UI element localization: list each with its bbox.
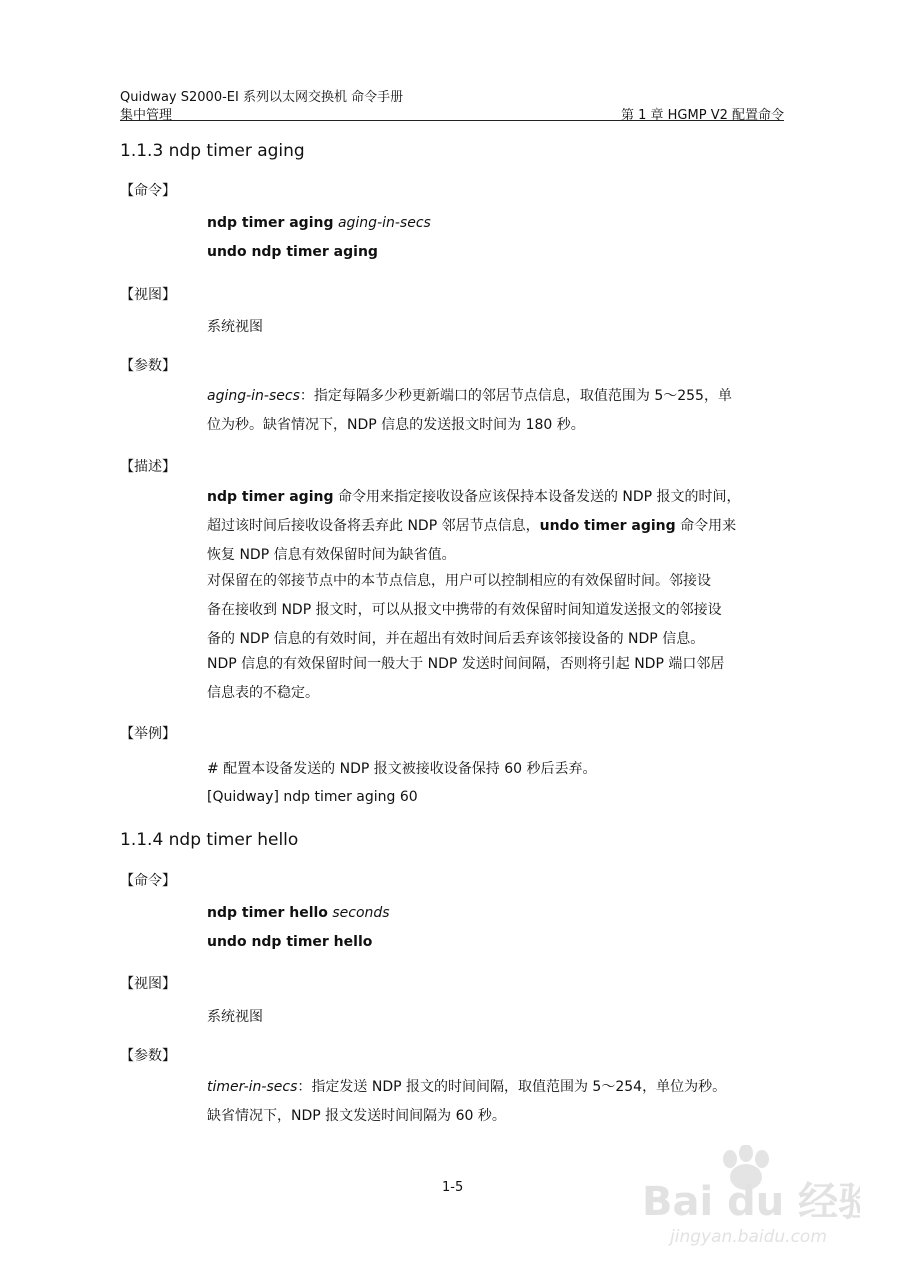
param-text: timer-in-secs：指定发送 NDP 报文的时间间隔，取值范围为 5～254，单位为秒。 缺省情况下，NDP 报文发送时间间隔为 60 秒。 (207, 1079, 727, 1124)
command-keyword: ndp timer aging (207, 215, 334, 231)
watermark-url: jingyan.baidu.com (670, 1227, 827, 1247)
command-line-2 (207, 244, 378, 260)
command-line-1 (207, 905, 390, 921)
baidu-paw-icon (640, 1145, 860, 1225)
section-title-114: 1.1.4 ndp timer hello (120, 830, 299, 850)
example-label: 【举例】 (120, 726, 176, 742)
command-arg: seconds (332, 905, 390, 921)
header-section: 集中管理 (120, 108, 173, 123)
description-para-2: 对保留在的邻接节点中的本节点信息，用户可以控制相应的有效保留时间。邻接设 备在接收到 NDP 报文时，可以从报文中携带的有效保留时间知道发送报文的邻接设 备的 NDP 信息的有效时间，并在超出有效时间后丢弃该邻接设备的 NDP 信息。 (207, 573, 722, 647)
command-label: 【命令】 (120, 183, 176, 199)
description-para-1: ndp timer aging 命令用来指定接收设备应该保持本设备发送的 NDP 报文的时间， 超过该时间后接收设备将丢弃此 NDP 邻居节点信息，undo timer aging 命令用来 恢复 NDP 信息有效保留时间为缺省值。 (207, 489, 741, 563)
page-number: 1-5 (442, 1180, 464, 1195)
example-comment: # 配置本设备发送的 NDP 报文被接收设备保持 60 秒后丢弃。 (207, 761, 597, 777)
command-undo: undo ndp timer hello (207, 934, 373, 950)
view-label: 【视图】 (120, 287, 176, 303)
command-label: 【命令】 (120, 873, 176, 889)
view-text: 系统视图 (207, 1009, 263, 1025)
param-name: timer-in-secs (207, 1079, 298, 1095)
header-rule (120, 120, 784, 121)
description-para-3: NDP 信息的有效保留时间一般大于 NDP 发送时间间隔，否则将引起 NDP 端口邻居 信息表的不稳定。 (207, 656, 725, 701)
view-label: 【视图】 (120, 976, 176, 992)
param-label: 【参数】 (120, 358, 176, 374)
baidu-jingyan-watermark (640, 1145, 860, 1265)
example-command: [Quidway] ndp timer aging 60 (207, 789, 418, 805)
header-chapter: 第 1 章 HGMP V2 配置命令 (620, 108, 784, 123)
header-title: Quidway S2000-EI 系列以太网交换机 命令手册 (120, 90, 404, 105)
command-line-1 (207, 215, 431, 231)
section-title-113: 1.1.3 ndp timer aging (120, 141, 305, 161)
param-text: aging-in-secs：指定每隔多少秒更新端口的邻居节点信息，取值范围为 5～255，单 位为秒。缺省情况下，NDP 信息的发送报文时间为 180 秒。 (207, 388, 732, 433)
view-text: 系统视图 (207, 319, 263, 335)
param-label: 【参数】 (120, 1048, 176, 1064)
command-keyword: ndp timer hello (207, 905, 328, 921)
watermark-logo-text: Bai du 经验 (642, 1179, 860, 1225)
command-undo: undo ndp timer aging (207, 244, 378, 260)
param-name: aging-in-secs (207, 388, 300, 404)
command-arg: aging-in-secs (337, 215, 431, 231)
command-line-2 (207, 934, 372, 950)
description-label: 【描述】 (120, 459, 176, 475)
